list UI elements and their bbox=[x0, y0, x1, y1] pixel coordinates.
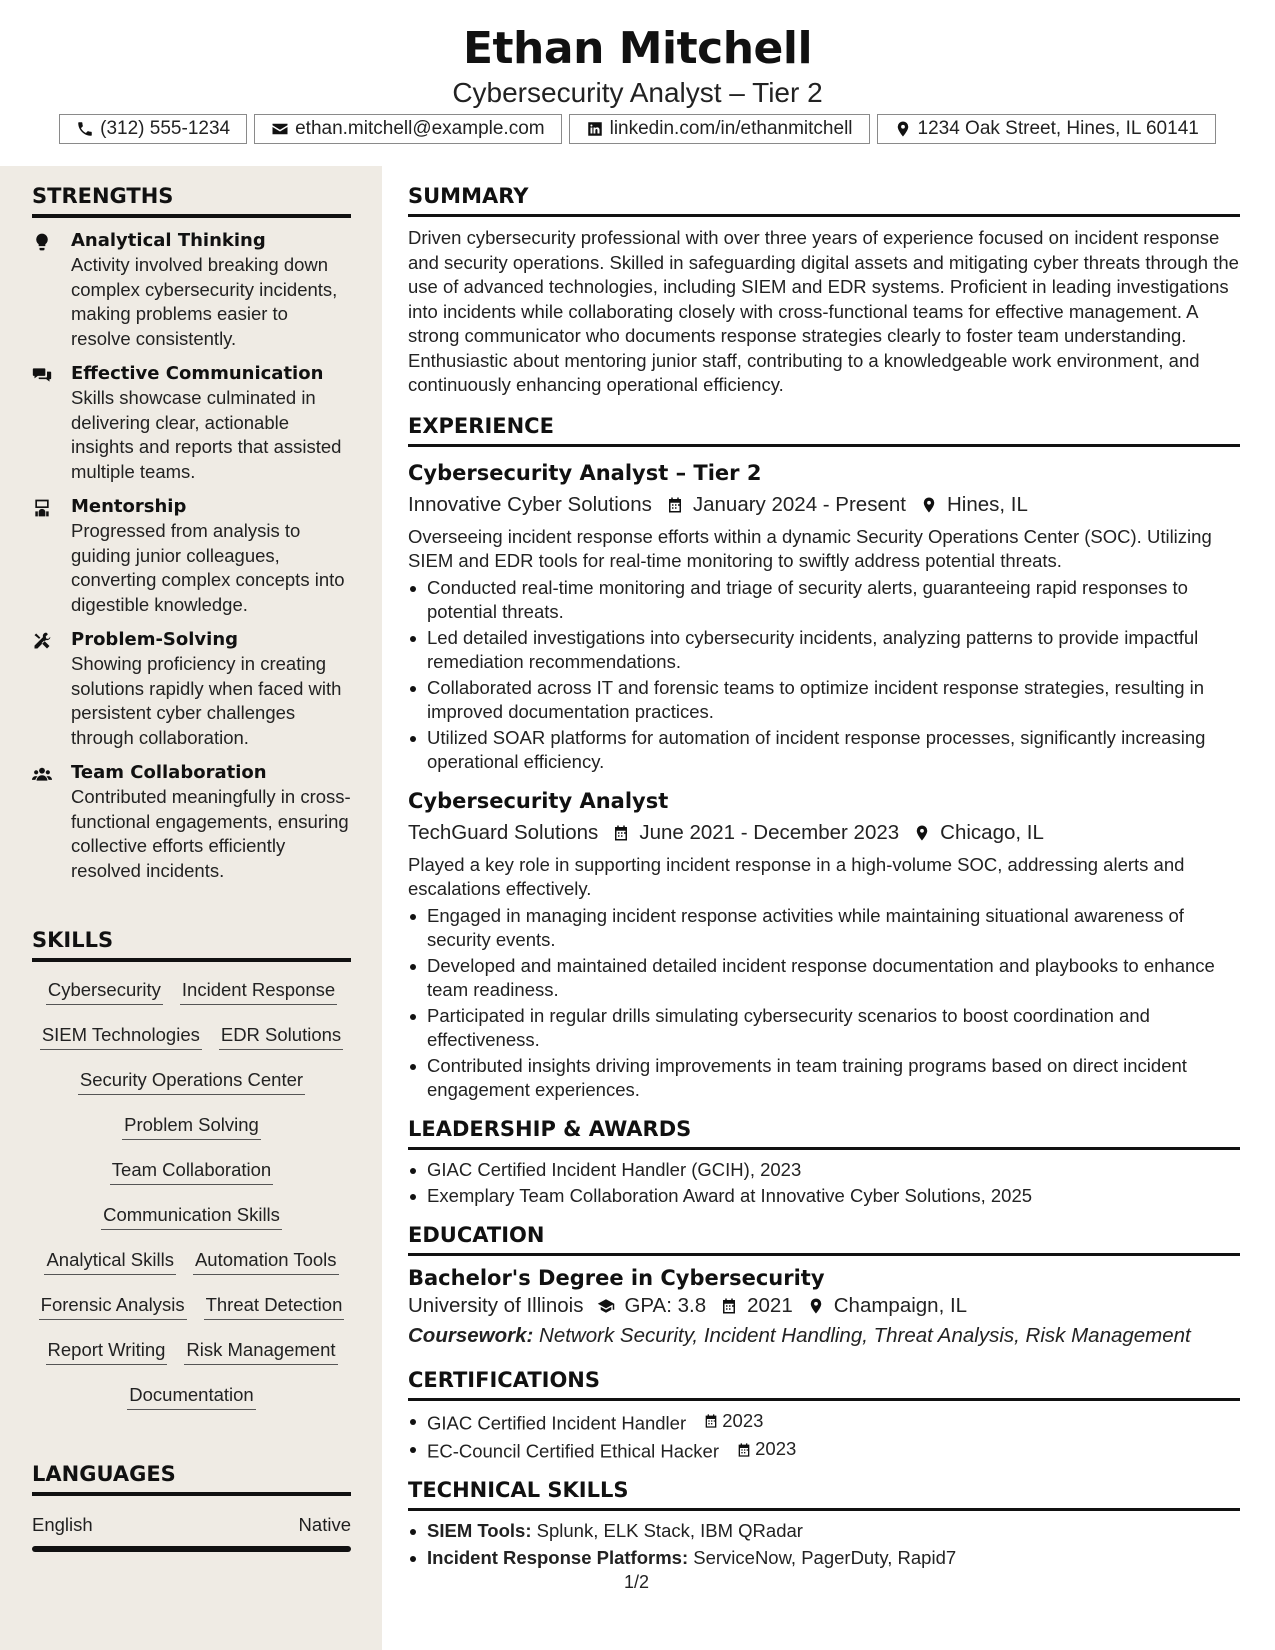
certifications-list bbox=[408, 1409, 1240, 1465]
job-dates: June 2021 - December 2023 bbox=[639, 820, 900, 844]
tools-icon bbox=[32, 631, 54, 651]
main-content bbox=[408, 166, 1240, 1572]
list-item: Collaborated across IT and forensic teams to optimize incident response strategies, resulting in improved documentation practices. bbox=[408, 676, 1240, 725]
school-name: University of Illinois bbox=[408, 1293, 584, 1317]
list-item: Participated in regular drills simulating cybersecurity scenarios to boost coordination and effectiveness. bbox=[408, 1004, 1240, 1053]
strength-description: Progressed from analysis to guiding junior colleagues, converting complex concepts into digestible knowledge. bbox=[71, 520, 345, 615]
map-marker-icon bbox=[913, 824, 931, 842]
skill-tag: Incident Response bbox=[180, 979, 337, 1005]
strength-description: Activity involved breaking down complex cybersecurity incidents, making problems easier to resolve consistently. bbox=[71, 254, 338, 349]
certifications-heading: CERTIFICATIONS bbox=[408, 1368, 1240, 1401]
languages-section bbox=[32, 1462, 351, 1552]
phone-contact[interactable] bbox=[59, 114, 247, 144]
lightbulb-icon bbox=[32, 232, 54, 252]
skill-tag: Report Writing bbox=[46, 1339, 168, 1365]
skill-tag: Forensic Analysis bbox=[39, 1294, 187, 1320]
tech-value: ServiceNow, PagerDuty, Rapid7 bbox=[693, 1546, 957, 1568]
phone-text: (312) 555-1234 bbox=[100, 118, 231, 139]
certification-year: 2023 bbox=[755, 1438, 797, 1460]
skill-tag: Security Operations Center bbox=[78, 1069, 305, 1095]
skills-list bbox=[32, 974, 351, 1424]
coursework-list: Network Security, Incident Handling, Threat Analysis, Risk Management bbox=[539, 1323, 1191, 1347]
sidebar bbox=[0, 166, 382, 1650]
job-entry bbox=[408, 459, 1240, 775]
language-proficiency-bar bbox=[32, 1546, 351, 1552]
job-meta bbox=[408, 491, 1240, 519]
job-description: Overseeing incident response efforts within a dynamic Security Operations Center (SOC). Utilizing SIEM and EDR tools for real-time monitoring to swiftly address potential threats. bbox=[408, 525, 1212, 571]
strength-name: Team Collaboration bbox=[71, 762, 267, 783]
skills-heading: SKILLS bbox=[32, 928, 351, 962]
leadership-heading: LEADERSHIP & AWARDS bbox=[408, 1117, 1240, 1150]
graduation-cap-icon bbox=[597, 1297, 615, 1315]
language-level: Native bbox=[298, 1514, 351, 1535]
email-contact[interactable] bbox=[254, 114, 562, 144]
linkedin-text: linkedin.com/in/ethanmitchell bbox=[609, 118, 853, 139]
job-location: Chicago, IL bbox=[940, 820, 1044, 844]
skill-tag: EDR Solutions bbox=[219, 1024, 343, 1050]
contact-bar bbox=[0, 114, 1275, 144]
list-item: Led detailed investigations into cybersecurity incidents, analyzing patterns to provide impactful remediation recommendations. bbox=[408, 626, 1240, 675]
strength-description: Contributed meaningfully in cross-functional engagements, ensuring collective efforts efficiently resolved incidents. bbox=[71, 786, 351, 881]
certification-year: 2023 bbox=[722, 1409, 764, 1431]
strength-item bbox=[32, 229, 351, 351]
strength-description: Showing proficiency in creating solutions rapidly when faced with persistent cyber challenges through collaboration. bbox=[71, 653, 342, 748]
page-number: 1/2 bbox=[624, 1572, 650, 1592]
address-contact bbox=[877, 114, 1216, 144]
job-dates: January 2024 - Present bbox=[692, 492, 906, 516]
list-item: GIAC Certified Incident Handler (GCIH), 2023 bbox=[408, 1158, 1240, 1183]
calendar-icon bbox=[703, 1413, 719, 1429]
list-item: Utilized SOAR platforms for automation of incident response processes, significantly increasing operational efficiency. bbox=[408, 726, 1240, 775]
skill-tag: Automation Tools bbox=[193, 1249, 339, 1275]
linkedin-icon bbox=[586, 120, 604, 138]
skills-section bbox=[32, 928, 351, 1424]
job-description: Played a key role in supporting incident response in a high-volume SOC, addressing alerts and escalations effectively. bbox=[408, 853, 1185, 899]
skill-tag: Threat Detection bbox=[204, 1294, 345, 1320]
teacher-icon bbox=[32, 498, 54, 518]
calendar-icon bbox=[666, 496, 684, 514]
skill-tag: SIEM Technologies bbox=[40, 1024, 202, 1050]
list-item: Conducted real-time monitoring and triage of security alerts, guaranteeing rapid responses to potential threats. bbox=[408, 576, 1240, 625]
strength-description: Skills showcase culminated in delivering clear, actionable insights and reports that assisted multiple teams. bbox=[71, 387, 342, 482]
strength-name: Effective Communication bbox=[71, 363, 324, 384]
list-item bbox=[408, 1546, 1240, 1571]
list-item: Exemplary Team Collaboration Award at Innovative Cyber Solutions, 2025 bbox=[408, 1184, 1240, 1209]
list-item: Developed and maintained detailed incident response documentation and playbooks to enhance team readiness. bbox=[408, 954, 1240, 1003]
job-title: Cybersecurity Analyst – Tier 2 bbox=[408, 460, 762, 485]
tech-value: Splunk, ELK Stack, IBM QRadar bbox=[536, 1520, 803, 1541]
skill-tag: Communication Skills bbox=[101, 1204, 282, 1230]
skill-tag: Documentation bbox=[127, 1384, 255, 1410]
education-meta bbox=[408, 1292, 1240, 1320]
linkedin-contact[interactable] bbox=[569, 114, 870, 144]
job-entry bbox=[408, 787, 1240, 1103]
list-item bbox=[408, 1409, 1240, 1436]
strength-item bbox=[32, 362, 351, 484]
candidate-name: Ethan Mitchell bbox=[462, 23, 813, 74]
strength-name: Analytical Thinking bbox=[71, 230, 266, 251]
strengths-section bbox=[32, 184, 351, 883]
calendar-icon bbox=[736, 1442, 752, 1458]
technical-skills-list bbox=[408, 1519, 1240, 1570]
school-location: Champaign, IL bbox=[833, 1293, 968, 1317]
coursework-label: Coursework: bbox=[408, 1323, 534, 1347]
strength-item bbox=[32, 495, 351, 617]
strength-item bbox=[32, 628, 351, 750]
technical-skills-heading: TECHNICAL SKILLS bbox=[408, 1478, 1240, 1511]
job-bullets bbox=[408, 576, 1240, 775]
envelope-icon bbox=[271, 120, 289, 138]
tech-label: SIEM Tools: bbox=[427, 1520, 532, 1541]
skill-tag: Analytical Skills bbox=[44, 1249, 176, 1275]
map-marker-icon bbox=[807, 1297, 825, 1315]
gpa-text: GPA: 3.8 bbox=[624, 1293, 707, 1317]
strengths-heading: STRENGTHS bbox=[32, 184, 351, 218]
strength-name: Mentorship bbox=[71, 496, 187, 517]
list-item: Contributed insights driving improvements in team training programs based on direct incident engagement experiences. bbox=[408, 1054, 1240, 1103]
leadership-list bbox=[408, 1158, 1240, 1209]
languages-heading: LANGUAGES bbox=[32, 1462, 351, 1496]
job-company: Innovative Cyber Solutions bbox=[408, 492, 652, 516]
skill-tag: Team Collaboration bbox=[110, 1159, 273, 1185]
language-row bbox=[32, 1514, 351, 1536]
calendar-icon bbox=[720, 1297, 738, 1315]
email-text: ethan.mitchell@example.com bbox=[295, 118, 545, 139]
summary-heading: SUMMARY bbox=[408, 184, 1240, 217]
list-item: Engaged in managing incident response activities while maintaining situational awareness of security events. bbox=[408, 904, 1240, 953]
job-title: Cybersecurity Analyst bbox=[408, 788, 669, 813]
education-heading: EDUCATION bbox=[408, 1223, 1240, 1256]
certification-name: EC-Council Certified Ethical Hacker bbox=[427, 1440, 719, 1462]
degree-title: Bachelor's Degree in Cybersecurity bbox=[408, 1265, 825, 1290]
calendar-icon bbox=[612, 824, 630, 842]
comments-icon bbox=[32, 365, 54, 385]
resume-header bbox=[0, 0, 1275, 166]
job-company: TechGuard Solutions bbox=[408, 820, 599, 844]
coursework bbox=[408, 1322, 1240, 1350]
skill-tag: Problem Solving bbox=[122, 1114, 261, 1140]
job-location: Hines, IL bbox=[946, 492, 1028, 516]
strength-name: Problem-Solving bbox=[71, 629, 239, 650]
map-marker-icon bbox=[894, 120, 912, 138]
summary-text: Driven cybersecurity professional with over three years of experience focused on incident response and security operations. Skilled in safeguarding digital assets and mitigating cyber threats through the use of advanced technologies, including SIEM and EDR systems. Proficient in leading investigations into incidents while collaborating closely with cross-functional teams for effective management. A strong communicator who documents response strategies clearly to foster team understanding. Enthusiastic about mentoring junior staff, contributing to a knowledgeable work environment, and continuously enhancing operational efficiency. bbox=[408, 227, 1239, 395]
certification-name: GIAC Certified Incident Handler bbox=[427, 1411, 687, 1433]
graduation-year: 2021 bbox=[747, 1293, 793, 1317]
strength-item bbox=[32, 761, 351, 883]
job-bullets bbox=[408, 904, 1240, 1103]
list-item bbox=[408, 1519, 1240, 1544]
job-meta bbox=[408, 819, 1240, 847]
language-name: English bbox=[32, 1514, 93, 1535]
skill-tag: Cybersecurity bbox=[46, 979, 163, 1005]
tech-label: Incident Response Platforms: bbox=[427, 1546, 689, 1568]
experience-heading: EXPERIENCE bbox=[408, 414, 1240, 447]
map-marker-icon bbox=[920, 496, 938, 514]
candidate-title: Cybersecurity Analyst – Tier 2 bbox=[452, 77, 823, 108]
phone-icon bbox=[76, 120, 94, 138]
address-text: 1234 Oak Street, Hines, IL 60141 bbox=[917, 118, 1199, 139]
users-icon bbox=[32, 764, 54, 784]
list-item bbox=[408, 1437, 1240, 1464]
skill-tag: Risk Management bbox=[184, 1339, 337, 1365]
